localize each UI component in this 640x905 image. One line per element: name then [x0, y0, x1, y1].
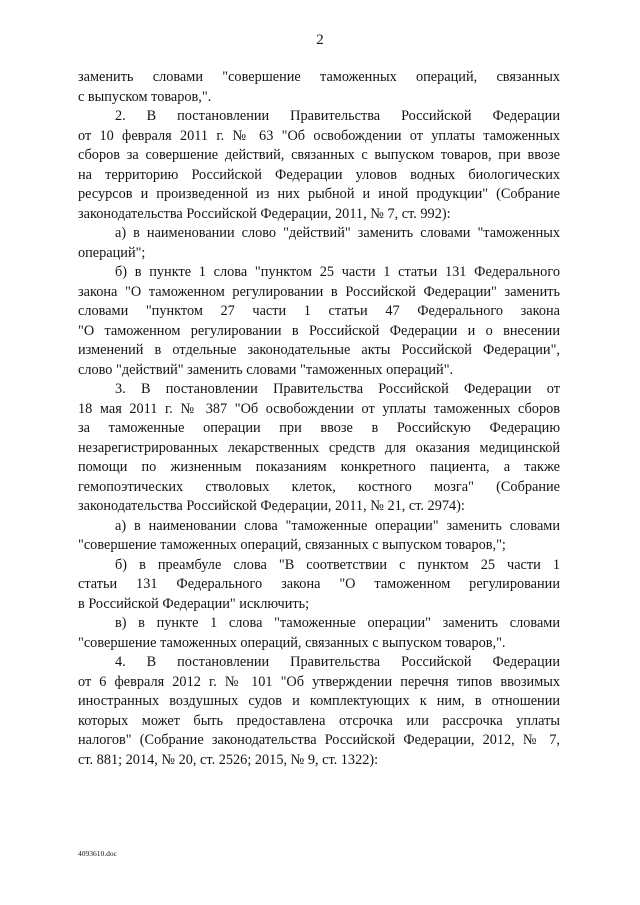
page-number: 2 [316, 32, 324, 48]
text-line: операций"; [78, 244, 146, 261]
text-line: ст. 881; 2014, № 20, ст. 2526; 2015, № 9, ст. 1322): [78, 751, 379, 768]
paragraph [78, 263, 560, 380]
text-line: б) в пункте 1 слова "пунктом 25 части 1 статьи 131 Федерального [115, 264, 560, 280]
text-line: помощи по жизненным показаниям конкретного пациента, а также [78, 459, 560, 475]
text-line: сборов за совершение действий, связанных с выпуском товаров, при ввозе [78, 147, 560, 163]
text-line: незарегистрированных лекарственных средств для оказания медицинской [78, 439, 560, 456]
text-line: от 10 февраля 2011 г. № 63 "Об освобождении от уплаты таможенных [78, 127, 560, 144]
text-line: заменить словами "совершение таможенных операций, связанных [78, 69, 560, 85]
text-line: законодательства Российской Федерации, 2011, № 21, ст. 2974): [78, 498, 465, 514]
text-line: а) в наименовании слово "действий" заменить словами "таможенных [115, 225, 560, 241]
paragraph [78, 653, 560, 770]
footer-filename: 4093610.doc [78, 849, 117, 858]
text-line: 4. В постановлении Правительства Российской Федерации [115, 654, 560, 670]
text-line: от 6 февраля 2012 г. № 101 "Об утверждении перечня типов ввозимых [78, 673, 560, 690]
text-line: 18 мая 2011 г. № 387 "Об освобождении от уплаты таможенных сборов [78, 400, 560, 417]
paragraph [78, 68, 560, 107]
paragraph [78, 107, 560, 224]
paragraph [78, 614, 560, 653]
text-line: за таможенные операции при ввозе в Российскую Федерацию [78, 420, 560, 436]
text-line: словами "пунктом 27 части 1 статьи 47 Федерального закона [78, 303, 560, 319]
text-line: гемопоэтических стволовых клеток, костного мозга" (Собрание [78, 478, 560, 495]
paragraph [78, 380, 560, 517]
text-line: изменений в отдельные законодательные акты Российской Федерации", [78, 342, 560, 358]
text-line: законодательства Российской Федерации, 2011, № 7, ст. 992): [78, 205, 451, 222]
text-line: ресурсов и произведенной из них рыбной и иной продукции" (Собрание [78, 186, 560, 202]
paragraph [78, 556, 560, 615]
body-text [78, 68, 560, 770]
text-line: налогов" (Собрание законодательства Российской Федерации, 2012, № 7, [78, 732, 560, 748]
text-line: "совершение таможенных операций, связанных с выпуском товаров,". [78, 634, 506, 651]
paragraph [78, 517, 560, 556]
text-line: статьи 131 Федерального закона "О таможенном регулировании [78, 576, 560, 592]
text-line: "совершение таможенных операций, связанных с выпуском товаров,"; [78, 537, 506, 553]
text-line: слово "действий" заменить словами "таможенных операций". [78, 361, 454, 378]
text-line: иностранных воздушных судов и комплектующих к ним, в отношении [78, 693, 560, 709]
text-line: в) в пункте 1 слова "таможенные операции" заменить словами [115, 615, 560, 631]
text-line: на территорию Российской Федерации уловов водных биологических [78, 166, 560, 183]
text-line: 2. В постановлении Правительства Российской Федерации [115, 108, 560, 124]
text-line: 3. В постановлении Правительства Российской Федерации от [115, 381, 560, 397]
text-line: с выпуском товаров,". [78, 88, 212, 105]
text-line: в Российской Федерации" исключить; [78, 595, 310, 612]
text-line: б) в преамбуле слова "В соответствии с пунктом 25 части 1 [115, 556, 560, 573]
text-line: а) в наименовании слова "таможенные операции" заменить словами [115, 517, 560, 534]
paragraph [78, 224, 560, 263]
text-line: "О таможенном регулировании в Российской Федерации и о внесении [78, 322, 560, 339]
text-line: которых может быть предоставлена отсрочка или рассрочка уплаты [78, 712, 560, 729]
text-line: закона "О таможенном регулировании в Российской Федерации" заменить [78, 283, 560, 300]
